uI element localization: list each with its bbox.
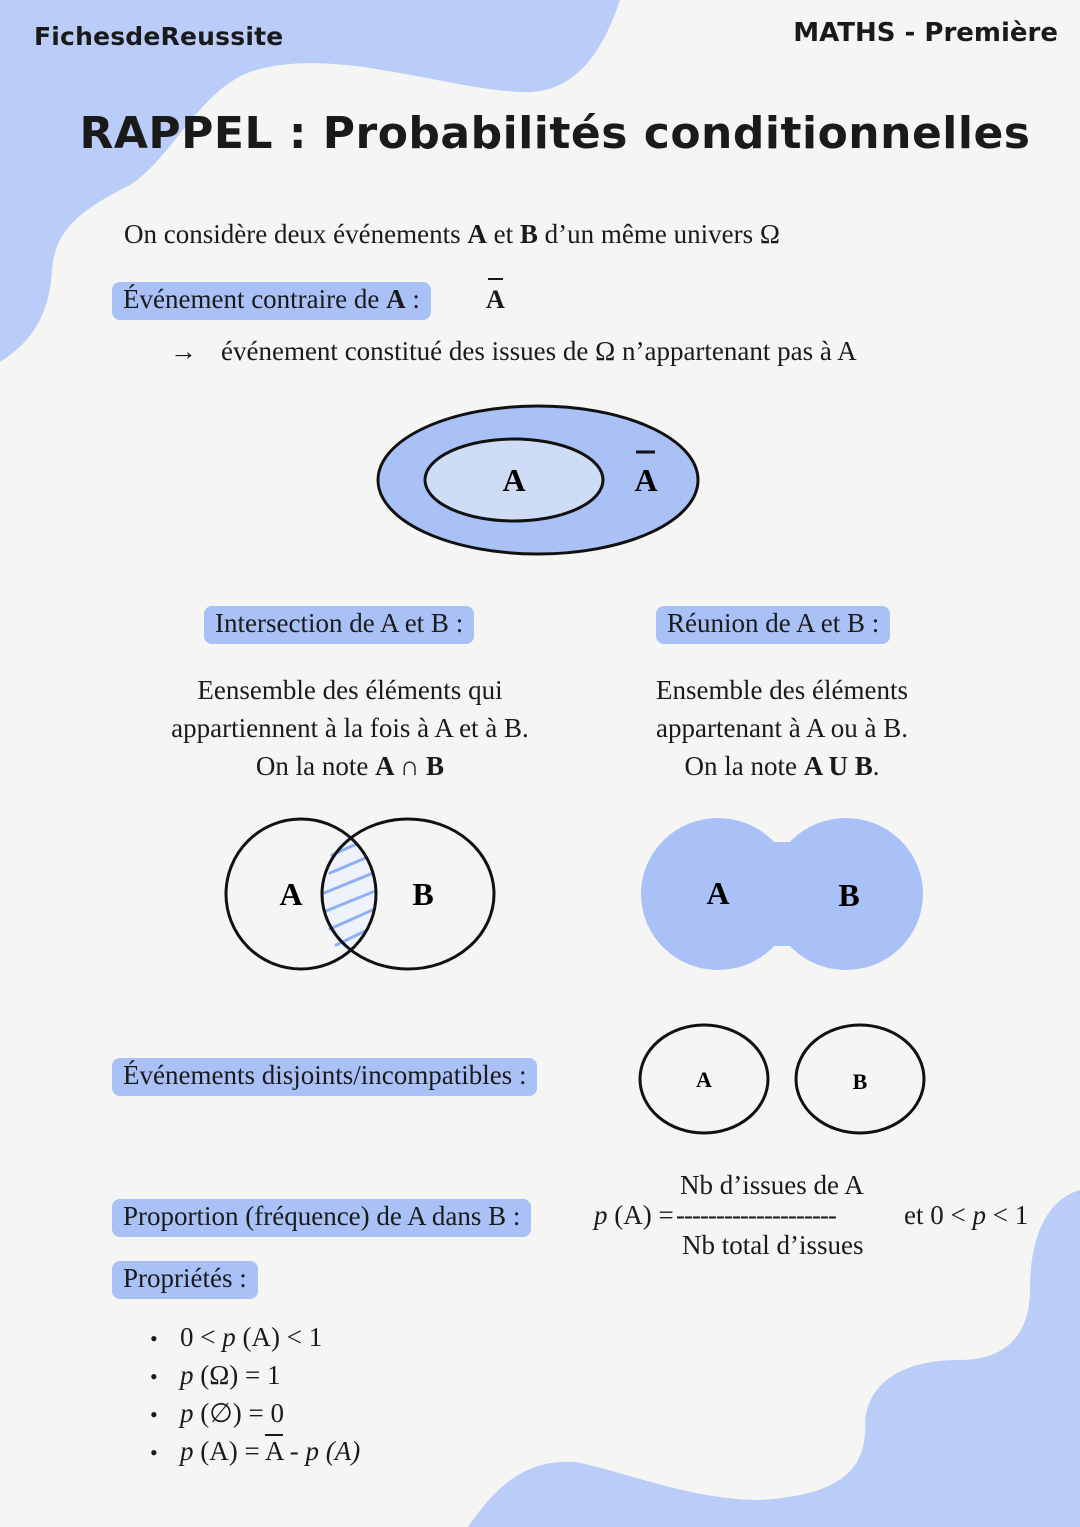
bullet-icon: • [150, 1402, 158, 1427]
bullet-icon: • [150, 1326, 158, 1351]
page-title: RAPPEL : Probabilités conditionnelles [79, 108, 1031, 159]
intro-mid: et [486, 219, 520, 249]
subject-label: MATHS - Première [793, 18, 1058, 48]
intersection-description [140, 671, 560, 785]
outer-label: A [634, 462, 658, 498]
intro-event-a: A [467, 219, 487, 249]
label-b: B [838, 877, 860, 913]
disjoint-heading: Événements disjoints/incompatibles : [112, 1058, 537, 1096]
union-diagram [636, 812, 932, 978]
list-item: • p (Ω) = 1 [150, 1356, 360, 1394]
brand-logo: FichesdeReussite [34, 22, 284, 51]
properties-list [150, 1318, 360, 1470]
properties-heading: Propriétés : [112, 1261, 258, 1299]
intersection-diagram [212, 815, 502, 975]
union-heading: Réunion de A et B : [656, 606, 890, 644]
hatched-intersection [321, 815, 495, 975]
intersection-line-3: On la note A ∩ B [255, 751, 445, 781]
numerator: Nb d’issues de A [680, 1170, 864, 1200]
bullet-icon: • [150, 1364, 158, 1389]
intersection-line-1: Eensemble des éléments qui [197, 675, 503, 705]
contraire-label-prefix: Événement contraire de [123, 284, 387, 314]
a-bar-letter: A [486, 285, 505, 314]
arrow-right-icon: → [170, 336, 197, 366]
list-item: • p (∅) = 0 [150, 1394, 360, 1432]
union-notation: A U B [803, 751, 873, 781]
union-line-2: appartenant à A ou à B. [656, 713, 908, 743]
union-description [612, 671, 952, 785]
label-a: A [706, 875, 730, 911]
intersection-line-2: appartiennent à la fois à A et à B. [171, 713, 529, 743]
intro-sentence [124, 219, 780, 250]
contraire-label-a: A [386, 284, 406, 314]
proportion-heading: Proportion (fréquence) de A dans B : [112, 1199, 531, 1237]
inner-label: A [502, 462, 526, 498]
list-item: • 0 < p (A) < 1 [150, 1318, 360, 1356]
range-condition: et 0 < p < 1 [904, 1200, 1029, 1230]
contraire-definition [170, 336, 857, 367]
intro-event-b: B [519, 219, 538, 249]
a-bar-symbol [486, 285, 505, 315]
complement-diagram [376, 402, 704, 558]
union-line-1: Ensemble des éléments [656, 675, 908, 705]
disjoint-diagram [636, 1020, 930, 1140]
bullet-icon: • [150, 1440, 158, 1465]
contraire-heading [112, 282, 431, 320]
list-item: • p $(A) = \overline{A} - p$ (A) [150, 1432, 360, 1470]
contraire-description: événement constitué des issues de Ω n’appartenant pas à A [221, 336, 857, 366]
label-b: B [852, 1069, 868, 1094]
fraction-bar: -------------------- [676, 1200, 836, 1230]
label-b: B [412, 876, 434, 912]
label-a: A [696, 1067, 712, 1092]
label-a: A [279, 876, 303, 912]
intersection-heading: Intersection de A et B : [204, 606, 474, 644]
intersection-notation: A ∩ B [375, 751, 445, 781]
contraire-label-suffix: : [405, 284, 420, 314]
intro-suffix: d’un même univers Ω [537, 219, 780, 249]
union-line-3: On la note A U B. [684, 751, 880, 781]
denominator: Nb total d’issues [682, 1230, 864, 1260]
intro-prefix: On considère deux événements [124, 219, 468, 249]
a-bar: $\overline{A}$ [264, 1436, 283, 1466]
formula-lhs: p (A) = [594, 1200, 674, 1230]
